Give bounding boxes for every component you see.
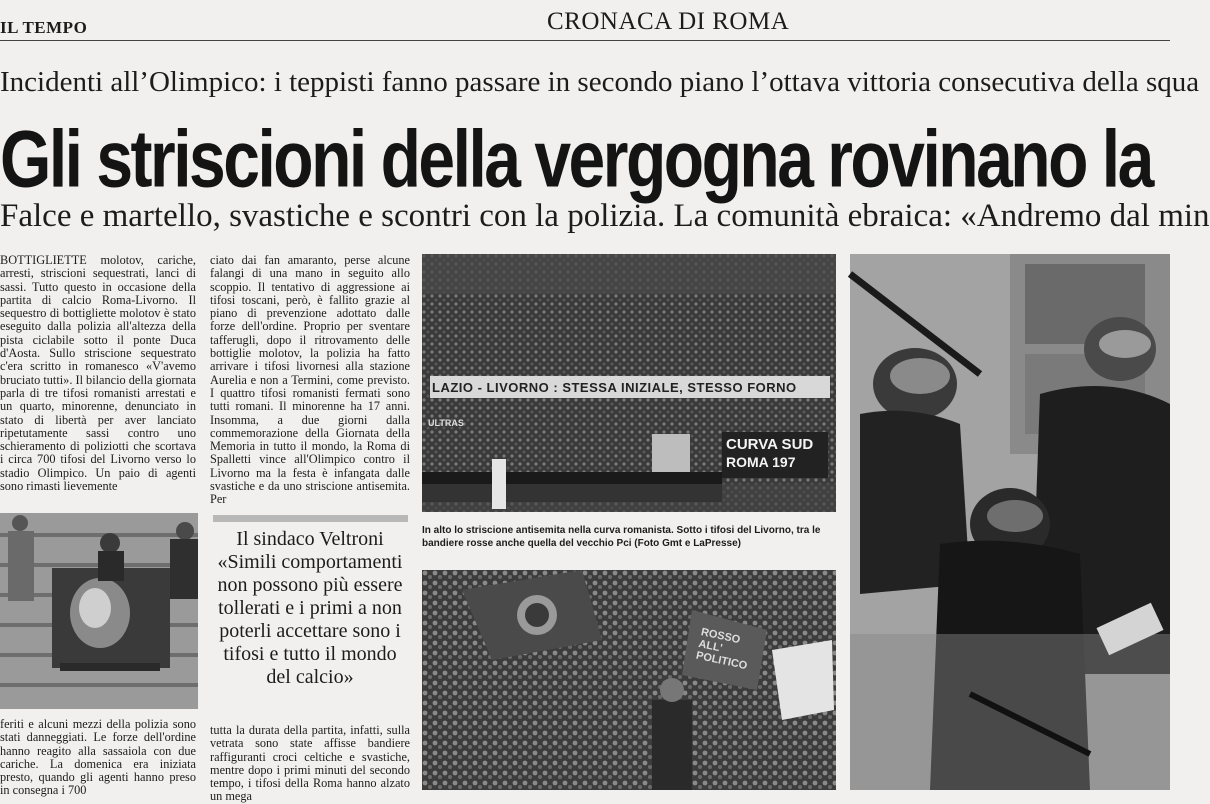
photo-livorno-flag-text: ROSSO ALL' POLITICO — [694, 626, 749, 673]
top-rule — [0, 40, 1170, 41]
photo-livorno-fans — [422, 570, 836, 790]
article-column-2-top — [210, 253, 410, 507]
masthead: IL TEMPO — [0, 18, 88, 37]
quote-bar — [213, 515, 408, 522]
photo-curva-sud-text: CURVA SUD — [726, 436, 814, 453]
article-column-2-bottom — [210, 723, 410, 804]
photo-curva-banner — [422, 254, 836, 512]
main-headline: Gli striscioni della vergogna rovinano la — [0, 113, 1152, 204]
article-column-1-top — [0, 254, 196, 502]
article-column-1-bottom — [0, 717, 196, 798]
quote-title: Il sindaco Veltroni — [236, 528, 384, 550]
photo-banner-text: LAZIO - LIVORNO : STESSA INIZIALE, STESSO FORNO — [432, 380, 797, 395]
photo-fan-with-flag — [0, 513, 198, 709]
article-text-1-bottom: feriti e alcuni mezzi della polizia sono stati danneggiati. Le forze dell'ordine hanno reagito alla sassaiola con due cariche. La domenica era iniziata presto, quando gli agenti hanno preso in consegna i 700 — [0, 717, 196, 798]
quote-box — [210, 515, 410, 689]
subheadline: Falce e martello, svastiche e scontri con la polizia. La comunità ebraica: «Andremo dal min — [0, 198, 1210, 234]
photo-roma-text: ROMA 197 — [726, 454, 796, 470]
article-text-2-bottom: tutta la durata della partita, infatti, sulla vetrata sono state affisse bandiere raffiguranti croci celtiche e svastiche, mentre dopo i primi minuti del secondo tempo, i tifosi della Roma hanno alzato un mega — [210, 723, 410, 804]
section-title: CRONACA DI ROMA — [547, 8, 790, 35]
article-text-1-top: BOTTIGLIETTE molotov, cariche, arresti, striscioni sequestrati, lanci di sassi. Tutto questo in occasione della partita di calcio Roma-Livorno. Il sequestro di bottigliette molotov è stato eseguito dalla polizia all'altezza della pista ciclabile sotto il ponte Duca d'Aosta. Sullo striscione sequestrato c'era scritto in romanesco «V'avemo bruciato tutti». Il bilancio della giornata parla di tre tifosi romanisti arrestati e un quarto, minorenne, denunciato in stato di libertà per aver lanciato ripetutamente sassi contro uno schieramento di poliziotti che scortava i circa 700 tifosi del Livorno verso lo stadio Olimpico. Un paio di agenti sono rimasti lievemente — [0, 253, 197, 494]
article-text-2-top: ciato dai fan amaranto, perse alcune falangi di una mano in seguito allo scoppio. Il tentativo di aggressione ai tifosi toscani, però, è fallito grazie al piano di prevenzione adottato dalle forze dell'ordine. Proprio per sventare tafferugli, dopo il ritrovamento delle bottiglie molotov, la polizia ha fatto arrivare i tifosi livornesi alla stazione Aurelia e non a Termini, come previsto. I quattro tifosi romanisti fermati sono tutti romani. Il minorenne ha 17 anni. Insomma, a due giorni dalla commemorazione della Giornata della Memoria in tutto il mondo, la Roma di Spalletti vince all'Olimpico contro il Livorno ma la festa è infangata dalle svastiche e da uno striscione antisemita. Per — [210, 253, 410, 507]
photo-small-banner: ULTRAS — [428, 418, 464, 428]
photo-caption: In alto lo striscione antisemita nella curva romanista. Sotto i tifosi del Livorno, tra le bandiere rosse anche quella del vecchio Pci (Foto Gmt e LaPresse) — [422, 525, 821, 549]
kicker-headline: Incidenti all’Olimpico: i teppisti fanno passare in secondo piano l’ottava vittoria consecutiva della squa — [0, 66, 1200, 98]
photo-police-clash — [850, 254, 1170, 790]
quote-text: «Simili comportamenti non possono più essere tollerati e i primi a non poterli accettare sono i tifosi e tutto il mondo del calcio» — [217, 551, 403, 688]
